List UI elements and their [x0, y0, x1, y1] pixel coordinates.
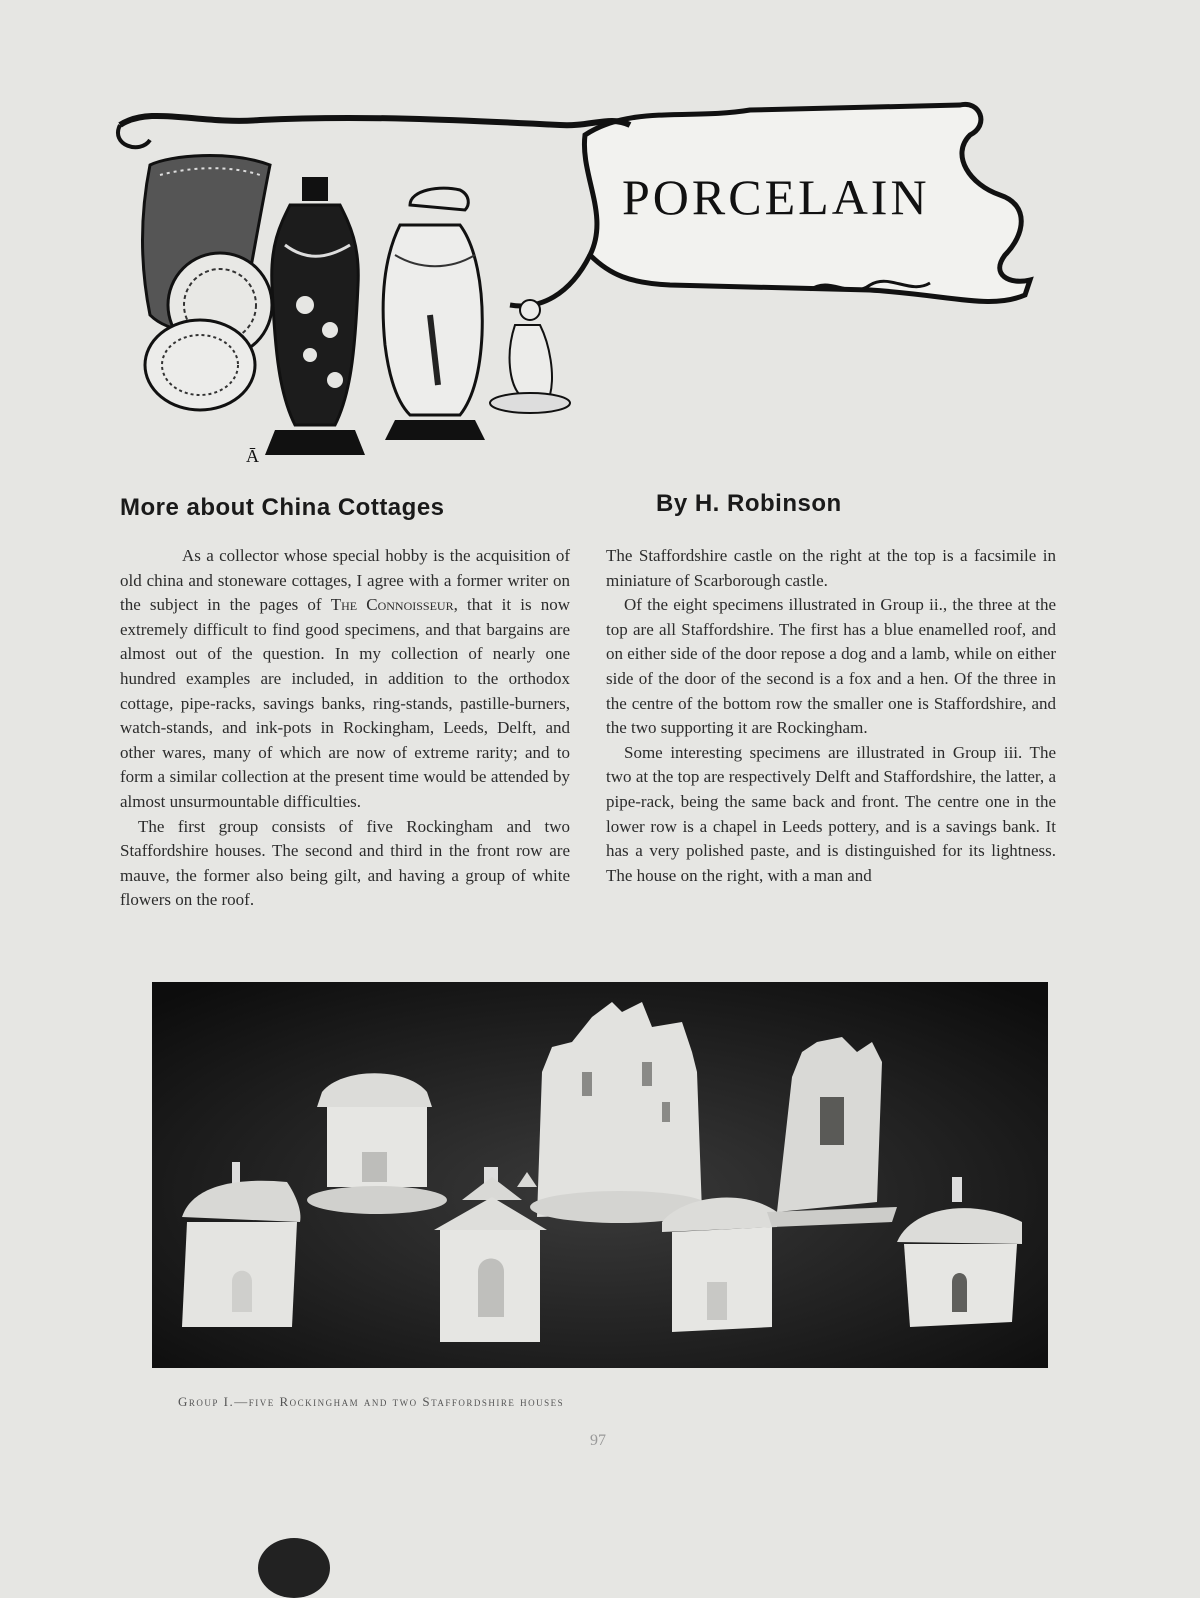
cottage-5 [662, 1198, 777, 1332]
group-one-photograph [152, 982, 1048, 1368]
page-number: 97 [590, 1432, 606, 1449]
journal-name: The Connoisseur [330, 595, 454, 615]
left-column [120, 544, 570, 913]
right-paragraph-2: Of the eight specimens illustrated in Group ii., the three at the top are all Staffordshire. The first has a blue enamelled roof, and on either side of the door repose a dog and a lamb, while on either side of the door of the second is a fox and a hen. Of the three in the centre of the bottom row the smaller one is Staffordshire, and the two supporting it are Rockingham. [606, 595, 1056, 738]
banner-title: PORCELAIN [622, 169, 930, 225]
p1-text-after: , that it is now extremely difficult to find good specimens, and that bargains are almost out of the question. In my collection of nearly one hundred examples are included, in addition to the orthodox cottage, pipe-racks, savings banks, ring-stands, pastille-burners, watch-stands, and ink-pots in Rockingham, Leeds, Delft, and other wares, many of which are now of extreme rarity; and to form a similar collection at the present time would be attended by almost unsurmountable difficulties. [120, 595, 571, 811]
right-column [606, 544, 1056, 888]
header-drawing [110, 95, 1050, 475]
figure-caption: Group I.—five Rockingham and two Staffordshire houses [178, 1394, 565, 1409]
cottage-2 [307, 1073, 447, 1214]
right-paragraph-3: Some interesting specimens are illustrated in Group iii. The two at the top are respectively Delft and Staffordshire, the latter, a pipe-rack, being the same back and front. The centre one in the lower row is a chapel in Leeds pottery, and is a savings bank. It has a very polished paste, and is distinguished for its lightness. The house on the right, with a man and [606, 742, 1056, 885]
p1-text-before: As a collector whose special hobby is the acquisition of old china and stoneware cottages, I agree with a former writer on the subject in the pages of [120, 546, 570, 615]
left-paragraph-1 [120, 544, 570, 815]
byline: By H. Robinson [656, 490, 842, 517]
left-paragraph-2: The first group consists of five Rockingham and two Staffordshire houses. The second and third in the front row are mauve, the former also being gilt, and having a group of white flowers on the roof. [120, 816, 570, 910]
right-paragraph-1: The Staffordshire castle on the right at the top is a facsimile in miniature of Scarborough castle. [606, 546, 1056, 590]
china-cottages-photo [152, 982, 1048, 1368]
thumb-shadow [258, 1538, 330, 1598]
artist-monogram: Ā [246, 446, 259, 466]
article-title: More about China Cottages [120, 494, 445, 521]
porcelain-header-illustration [110, 95, 1050, 475]
